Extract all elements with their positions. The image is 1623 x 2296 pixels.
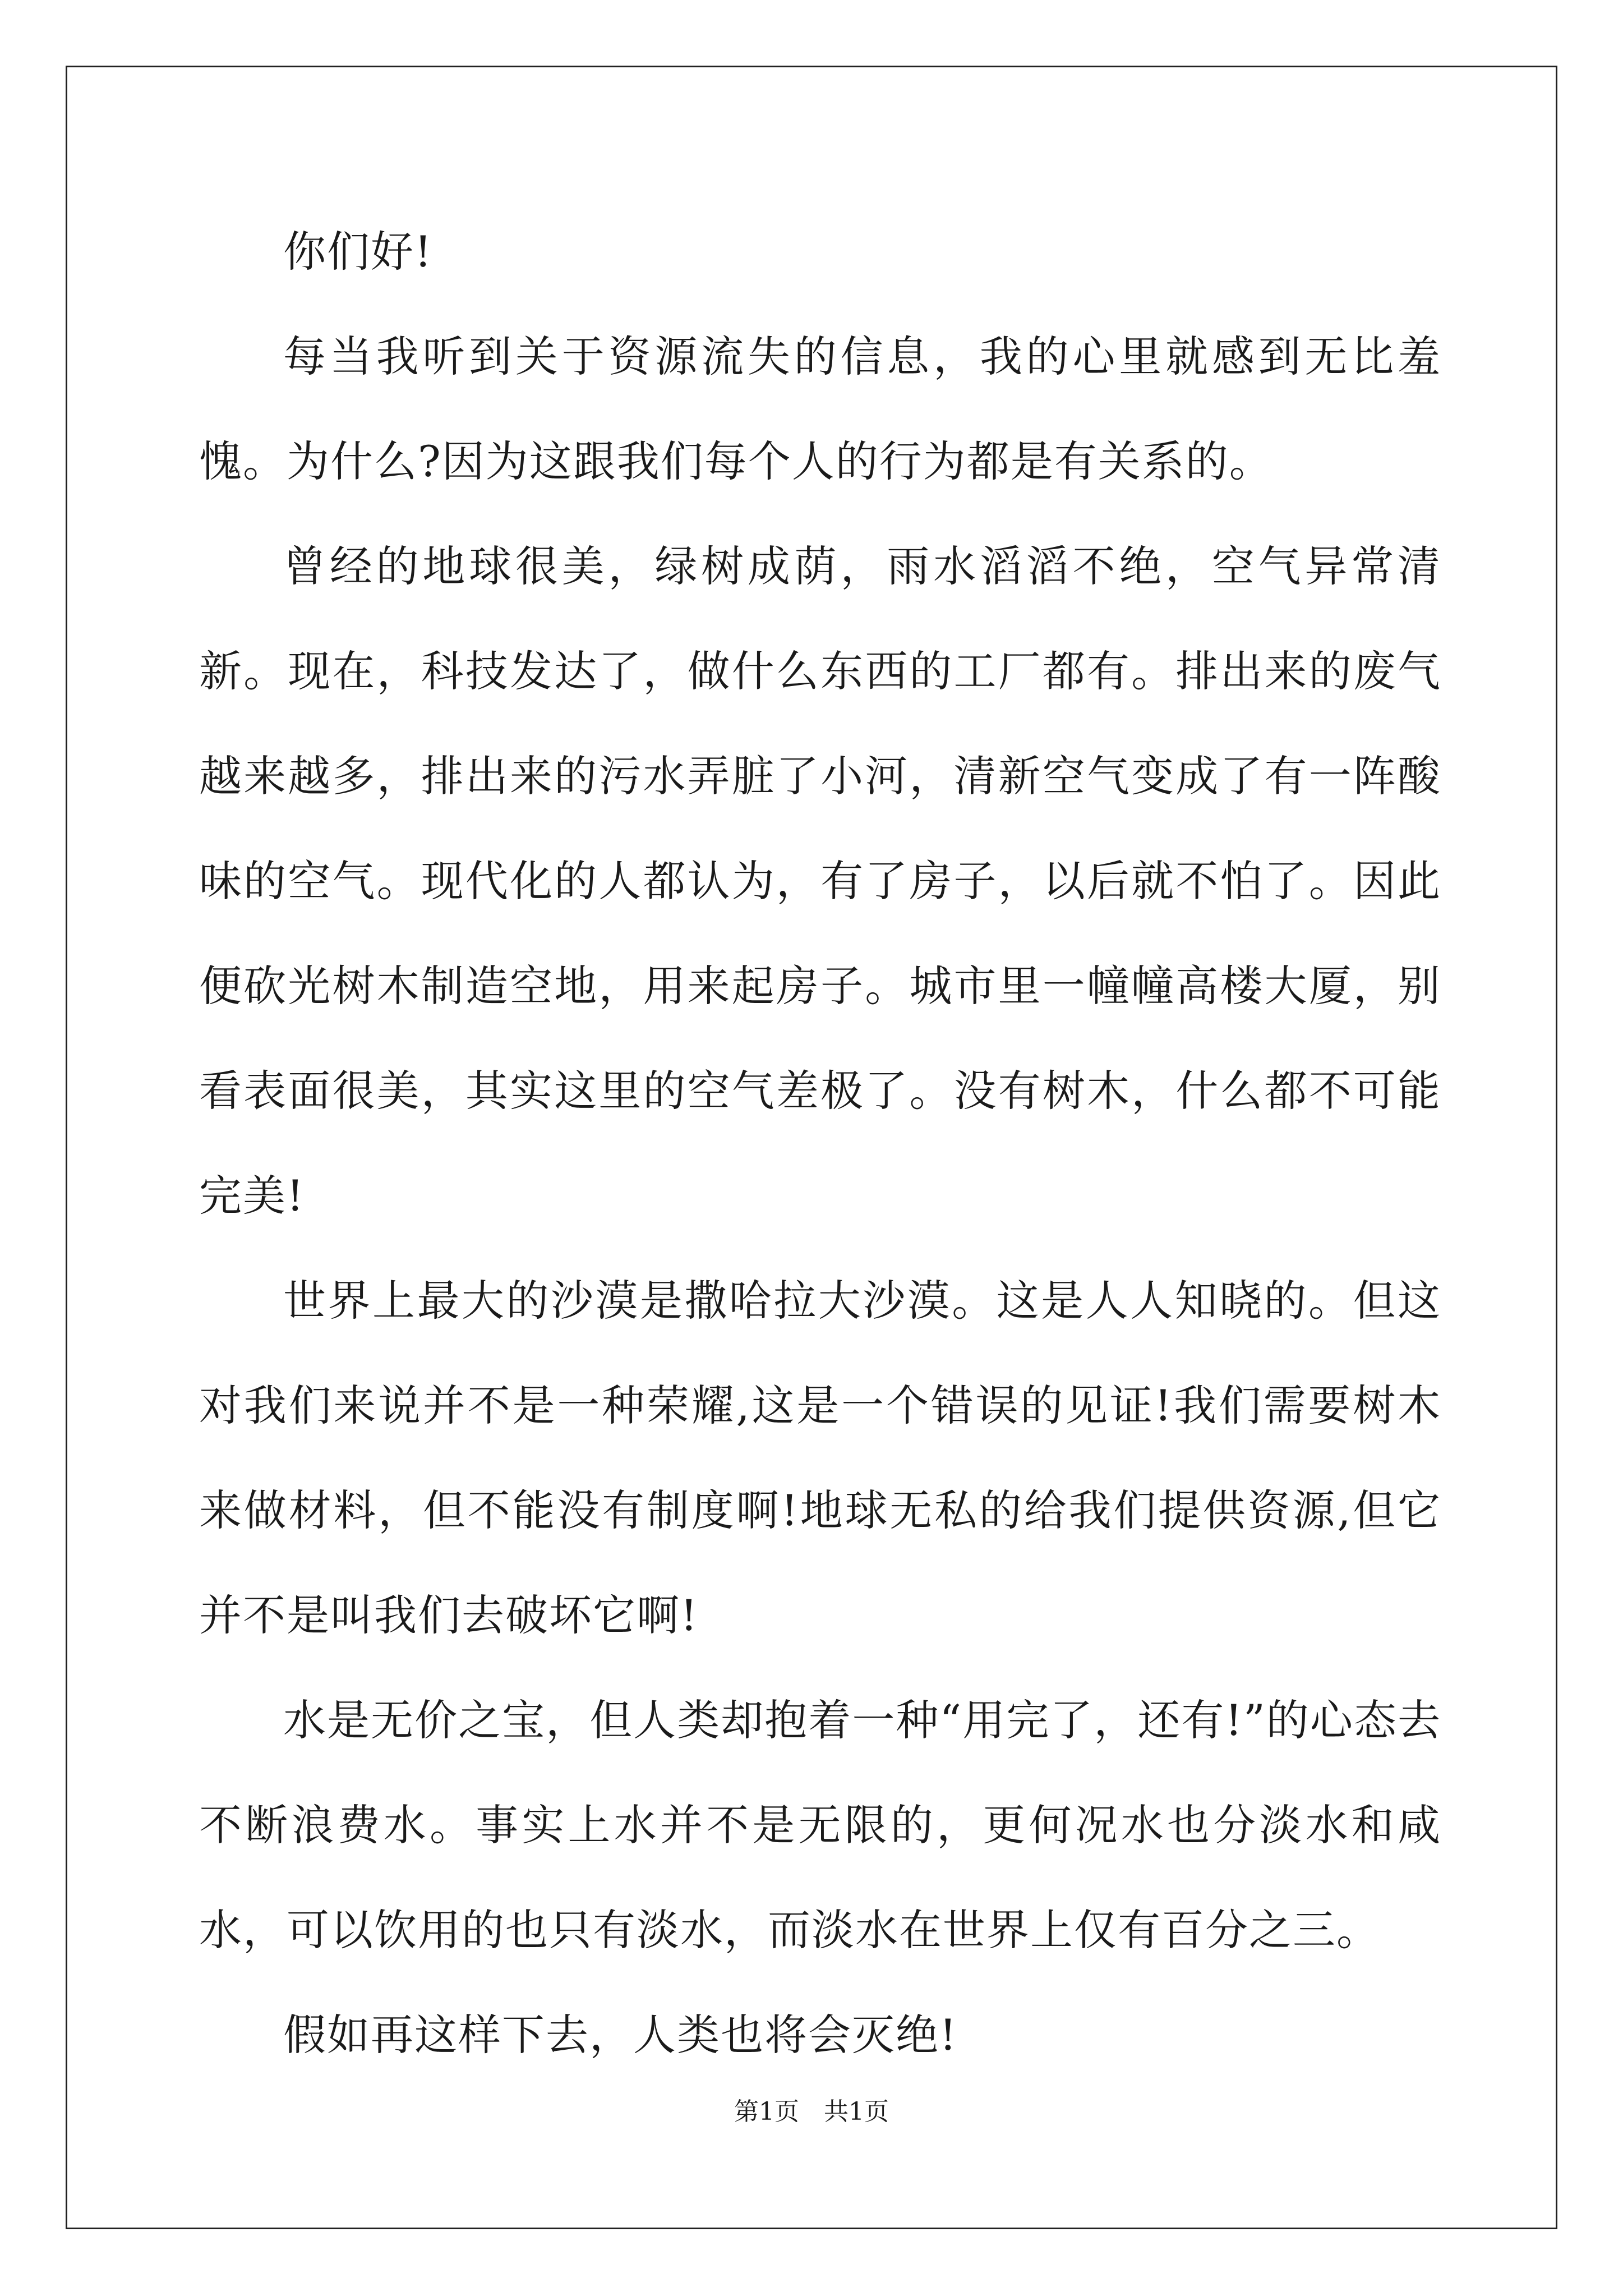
paragraph-sahara: 世界上最大的沙漠是撒哈拉大沙漠。这是人人知晓的。但这对我们来说并不是一种荣耀,这是一个错误的见证!我们需要树木来做材料，但不能没有制度啊!地球无私的给我们提供资源,但它并不是叫我们去破坏它啊! [199, 1276, 1441, 1640]
page-number-footer: 第1页 共1页 [734, 2097, 889, 2126]
paragraph-conclusion: 假如再这样下去，人类也将会灭绝! [283, 2010, 958, 2060]
paragraph-greeting: 你们好! [283, 227, 433, 277]
paragraph-earth: 曾经的地球很美，绿树成荫，雨水滔滔不绝，空气异常清新。现在，科技发达了，做什么东西的工厂都有。排出来的废气越来越多，排出来的污水弄脏了小河，清新空气变成了有一阵酸味的空气。现代化的人都认为，有了房子，以后就不怕了。因此便砍光树木制造空地，用来起房子。城市里一幢幢高楼大厦，别看表面很美，其实这里的空气差极了。没有树木，什么都不可能完美! [199, 541, 1441, 1221]
paragraph-shame: 每当我听到关于资源流失的信息，我的心里就感到无比羞愧。为什么?因为这跟我们每个人的行为都是有关系的。 [199, 332, 1441, 486]
document-body [199, 199, 1441, 2087]
paragraph-water: 水是无价之宝，但人类却抱着一种“用完了，还有!”的心态去不断浪费水。事实上水并不是无限的，更何况水也分淡水和咸水，可以饮用的也只有淡水，而淡水在世界上仅有百分之三。 [199, 1695, 1441, 1955]
